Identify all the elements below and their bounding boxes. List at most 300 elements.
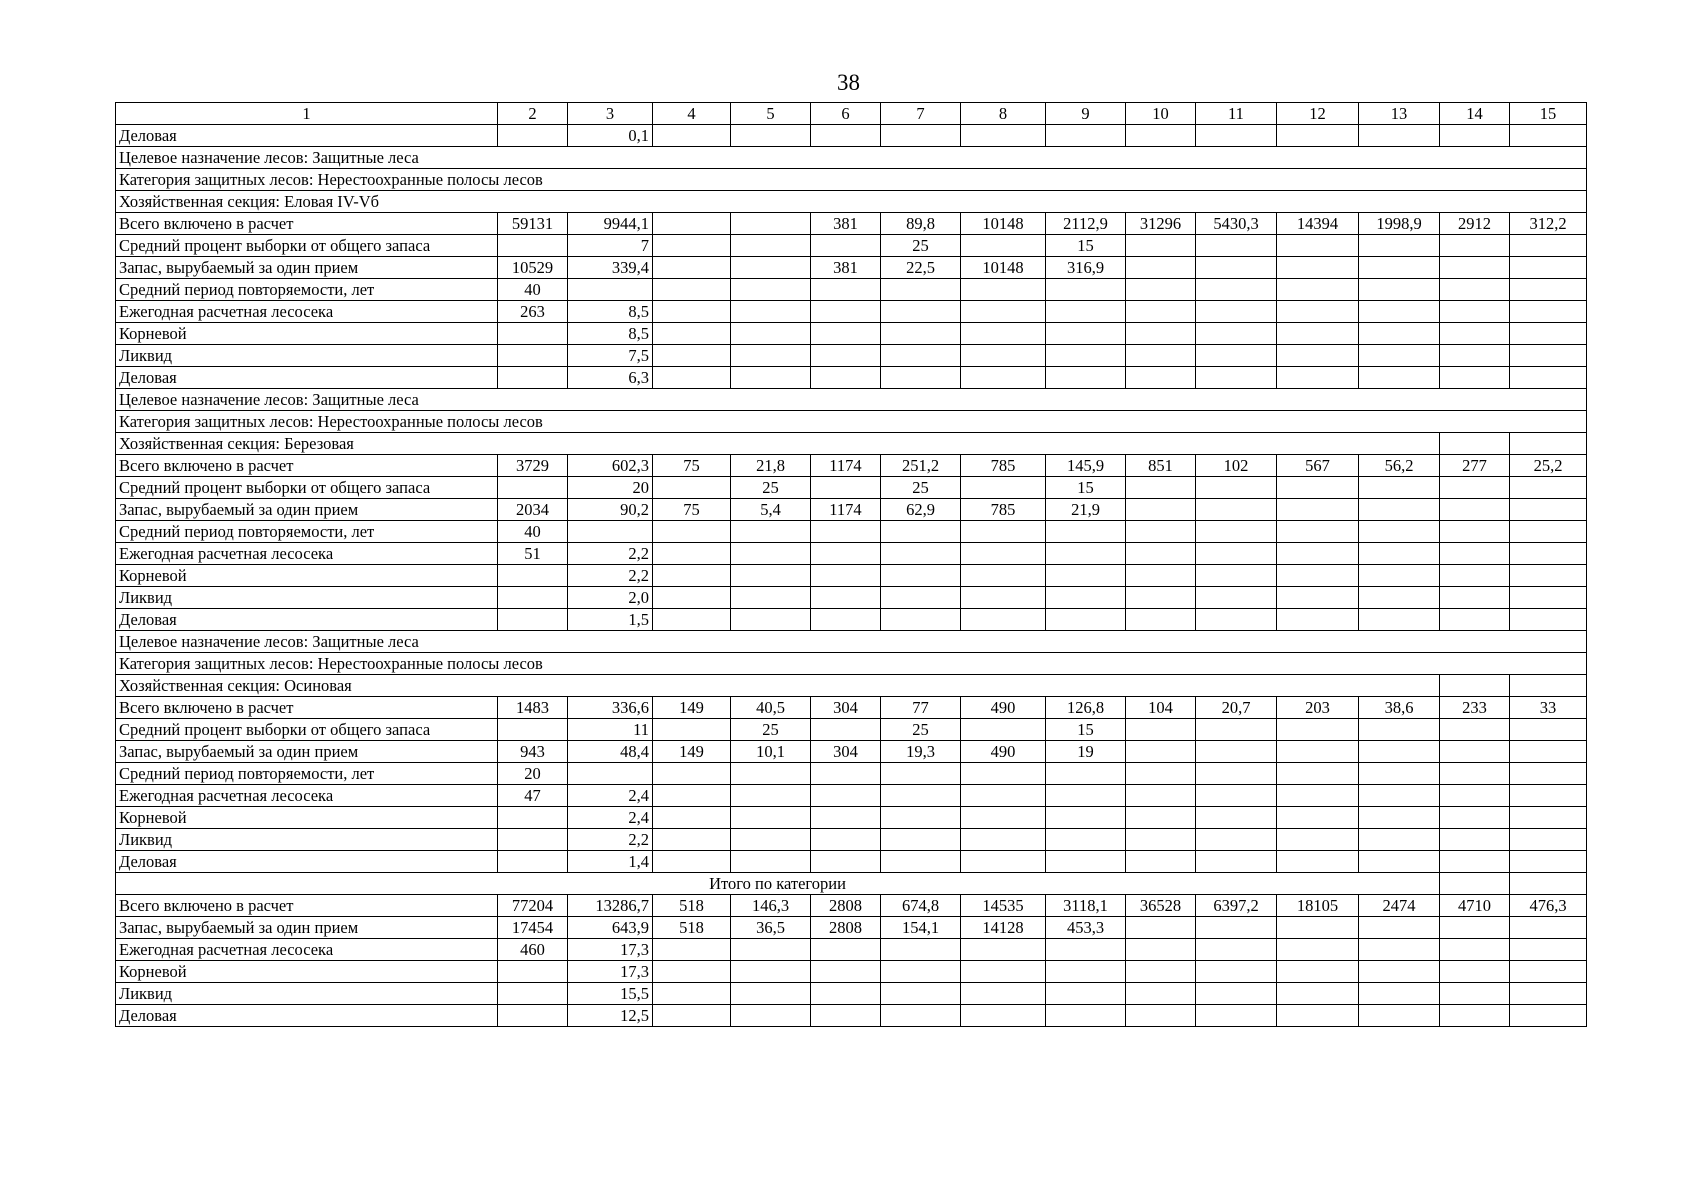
section-heading: Хозяйственная секция: Осиновая xyxy=(116,675,1440,697)
table-row xyxy=(116,323,1587,345)
table-cell xyxy=(731,367,811,389)
table-cell xyxy=(1510,609,1587,631)
table-cell xyxy=(1510,741,1587,763)
table-cell: 10,1 xyxy=(731,741,811,763)
table-cell xyxy=(653,807,731,829)
column-header: 13 xyxy=(1359,103,1440,125)
column-header: 12 xyxy=(1277,103,1359,125)
table-cell xyxy=(961,323,1046,345)
table-cell: 75 xyxy=(653,455,731,477)
table-cell xyxy=(961,851,1046,873)
table-cell xyxy=(1126,125,1196,147)
table-cell xyxy=(1196,477,1277,499)
column-header: 15 xyxy=(1510,103,1587,125)
table-cell xyxy=(731,213,811,235)
table-cell xyxy=(731,829,811,851)
table-cell xyxy=(1196,917,1277,939)
table-row xyxy=(116,345,1587,367)
table-row xyxy=(116,719,1587,741)
table-cell xyxy=(1440,719,1510,741)
table-cell xyxy=(1510,851,1587,873)
table-cell xyxy=(1046,1005,1126,1027)
table-cell xyxy=(1277,741,1359,763)
table-cell xyxy=(1359,763,1440,785)
table-cell xyxy=(653,851,731,873)
table-cell: 5430,3 xyxy=(1196,213,1277,235)
row-label: Запас, вырубаемый за один прием xyxy=(116,917,498,939)
table-cell xyxy=(653,235,731,257)
table-cell: 25 xyxy=(881,235,961,257)
table-cell xyxy=(653,279,731,301)
table-cell: 14535 xyxy=(961,895,1046,917)
table-cell: 2808 xyxy=(811,917,881,939)
table-cell xyxy=(1359,917,1440,939)
table-cell xyxy=(1510,961,1587,983)
table-row xyxy=(116,829,1587,851)
table-cell xyxy=(1277,543,1359,565)
table-cell: 15 xyxy=(1046,719,1126,741)
table-cell xyxy=(1440,675,1510,697)
table-cell xyxy=(1046,829,1126,851)
table-cell xyxy=(1440,917,1510,939)
column-header: 1 xyxy=(116,103,498,125)
table-cell xyxy=(731,279,811,301)
table-cell xyxy=(1440,499,1510,521)
table-row xyxy=(116,279,1587,301)
table-row xyxy=(116,1005,1587,1027)
table-cell xyxy=(1359,521,1440,543)
section-heading: Хозяйственная секция: Березовая xyxy=(116,433,1440,455)
table-cell xyxy=(1359,301,1440,323)
table-cell xyxy=(961,763,1046,785)
table-cell xyxy=(1277,477,1359,499)
table-cell xyxy=(881,565,961,587)
table-cell xyxy=(731,763,811,785)
table-cell xyxy=(1359,609,1440,631)
table-cell: 25 xyxy=(881,719,961,741)
table-cell: 785 xyxy=(961,455,1046,477)
table-cell xyxy=(1046,565,1126,587)
table-cell xyxy=(811,587,881,609)
table-cell xyxy=(1196,851,1277,873)
table-cell xyxy=(731,565,811,587)
table-cell xyxy=(1196,785,1277,807)
table-cell: 7,5 xyxy=(568,345,653,367)
table-cell xyxy=(1126,609,1196,631)
table-cell xyxy=(1277,763,1359,785)
table-cell: 40 xyxy=(498,521,568,543)
table-body xyxy=(116,125,1587,1027)
table-cell xyxy=(1440,235,1510,257)
column-header: 3 xyxy=(568,103,653,125)
table-cell xyxy=(1359,279,1440,301)
table-cell xyxy=(881,125,961,147)
table-cell: 490 xyxy=(961,741,1046,763)
table-cell xyxy=(811,565,881,587)
table-cell xyxy=(498,565,568,587)
table-cell xyxy=(1277,279,1359,301)
section-heading: Хозяйственная секция: Еловая IV-Vб xyxy=(116,191,1587,213)
row-label: Запас, вырубаемый за один прием xyxy=(116,257,498,279)
table-cell xyxy=(1440,367,1510,389)
table-cell xyxy=(1440,939,1510,961)
table-cell: 312,2 xyxy=(1510,213,1587,235)
table-cell: 25 xyxy=(881,477,961,499)
table-cell xyxy=(731,609,811,631)
table-cell xyxy=(1126,279,1196,301)
table-cell xyxy=(881,609,961,631)
table-cell xyxy=(881,345,961,367)
table-cell xyxy=(1510,807,1587,829)
table-cell xyxy=(1196,367,1277,389)
table-cell: 56,2 xyxy=(1359,455,1440,477)
table-cell xyxy=(731,521,811,543)
table-cell xyxy=(1510,785,1587,807)
table-cell xyxy=(1440,521,1510,543)
table-cell xyxy=(961,367,1046,389)
table-cell xyxy=(1126,829,1196,851)
table-cell xyxy=(1126,741,1196,763)
table-cell: 21,9 xyxy=(1046,499,1126,521)
table-cell xyxy=(811,345,881,367)
table-cell xyxy=(881,807,961,829)
table-cell xyxy=(1126,719,1196,741)
table-cell: 2,4 xyxy=(568,807,653,829)
table-cell xyxy=(1277,939,1359,961)
column-header: 14 xyxy=(1440,103,1510,125)
table-cell xyxy=(1126,301,1196,323)
table-cell xyxy=(1359,587,1440,609)
table-cell: 339,4 xyxy=(568,257,653,279)
table-cell: 25,2 xyxy=(1510,455,1587,477)
table-cell xyxy=(1510,543,1587,565)
table-cell: 126,8 xyxy=(1046,697,1126,719)
table-cell xyxy=(1046,763,1126,785)
table-cell xyxy=(1046,807,1126,829)
table-row xyxy=(116,235,1587,257)
table-cell xyxy=(731,851,811,873)
table-cell: 8,5 xyxy=(568,323,653,345)
table-cell xyxy=(961,521,1046,543)
table-cell xyxy=(811,235,881,257)
row-label: Всего включено в расчет xyxy=(116,895,498,917)
section-row xyxy=(116,675,1587,697)
row-label: Ежегодная расчетная лесосека xyxy=(116,785,498,807)
table-cell: 2808 xyxy=(811,895,881,917)
table-row xyxy=(116,895,1587,917)
table-cell xyxy=(498,235,568,257)
table-cell xyxy=(731,785,811,807)
table-cell xyxy=(653,367,731,389)
table-cell: 1483 xyxy=(498,697,568,719)
table-cell xyxy=(1359,345,1440,367)
table-cell xyxy=(1126,961,1196,983)
section-row xyxy=(116,411,1587,433)
table-cell xyxy=(1277,323,1359,345)
section-row xyxy=(116,631,1587,653)
table-cell xyxy=(1046,587,1126,609)
table-row xyxy=(116,125,1587,147)
row-label: Ликвид xyxy=(116,829,498,851)
column-header: 4 xyxy=(653,103,731,125)
table-cell xyxy=(1196,939,1277,961)
table-cell: 36,5 xyxy=(731,917,811,939)
table-cell xyxy=(1126,477,1196,499)
section-row xyxy=(116,147,1587,169)
table-cell xyxy=(881,587,961,609)
table-cell xyxy=(961,785,1046,807)
table-cell xyxy=(1046,983,1126,1005)
table-cell xyxy=(1126,543,1196,565)
table-cell xyxy=(1359,257,1440,279)
table-cell xyxy=(731,323,811,345)
table-cell xyxy=(1277,521,1359,543)
row-label: Всего включено в расчет xyxy=(116,697,498,719)
total-heading: Итого по категории xyxy=(116,873,1440,895)
table-cell: 10529 xyxy=(498,257,568,279)
table-cell xyxy=(1046,301,1126,323)
table-cell: 8,5 xyxy=(568,301,653,323)
table-cell: 25 xyxy=(731,477,811,499)
table-cell xyxy=(1440,587,1510,609)
table-cell xyxy=(1510,345,1587,367)
column-header: 6 xyxy=(811,103,881,125)
table-cell: 1998,9 xyxy=(1359,213,1440,235)
table-cell xyxy=(1196,543,1277,565)
row-label: Средний период повторяемости, лет xyxy=(116,279,498,301)
table-cell: 36528 xyxy=(1126,895,1196,917)
table-cell: 251,2 xyxy=(881,455,961,477)
table-cell: 2912 xyxy=(1440,213,1510,235)
table-cell xyxy=(1440,125,1510,147)
table-cell xyxy=(653,983,731,1005)
table-cell xyxy=(498,323,568,345)
table-cell: 277 xyxy=(1440,455,1510,477)
table-cell xyxy=(498,477,568,499)
table-cell xyxy=(961,1005,1046,1027)
table-cell xyxy=(811,543,881,565)
table-cell xyxy=(1510,433,1587,455)
table-cell: 20,7 xyxy=(1196,697,1277,719)
table-cell xyxy=(881,323,961,345)
table-cell xyxy=(653,257,731,279)
table-cell xyxy=(498,961,568,983)
table-cell xyxy=(961,345,1046,367)
table-cell xyxy=(731,807,811,829)
table-cell xyxy=(1359,785,1440,807)
table-row xyxy=(116,521,1587,543)
table-cell: 2112,9 xyxy=(1046,213,1126,235)
table-cell: 40,5 xyxy=(731,697,811,719)
table-cell: 25 xyxy=(731,719,811,741)
table-cell xyxy=(1359,367,1440,389)
table-cell xyxy=(653,213,731,235)
table-cell xyxy=(1440,323,1510,345)
table-cell xyxy=(1046,279,1126,301)
table-cell xyxy=(1359,477,1440,499)
table-cell xyxy=(1196,235,1277,257)
table-cell: 48,4 xyxy=(568,741,653,763)
table-cell xyxy=(881,279,961,301)
table-cell xyxy=(1440,565,1510,587)
table-cell xyxy=(568,521,653,543)
table-cell: 2,2 xyxy=(568,829,653,851)
table-row xyxy=(116,763,1587,785)
table-row xyxy=(116,609,1587,631)
table-cell: 47 xyxy=(498,785,568,807)
table-cell xyxy=(1196,565,1277,587)
column-header: 7 xyxy=(881,103,961,125)
table-cell: 5,4 xyxy=(731,499,811,521)
table-cell: 0,1 xyxy=(568,125,653,147)
table-cell xyxy=(1277,1005,1359,1027)
table-cell xyxy=(1277,257,1359,279)
row-label: Запас, вырубаемый за один прием xyxy=(116,741,498,763)
table-cell xyxy=(1046,125,1126,147)
row-label: Ежегодная расчетная лесосека xyxy=(116,301,498,323)
table-cell xyxy=(1196,1005,1277,1027)
table-cell xyxy=(1196,719,1277,741)
table-cell xyxy=(731,125,811,147)
table-cell: 154,1 xyxy=(881,917,961,939)
table-row xyxy=(116,565,1587,587)
table-cell xyxy=(1510,235,1587,257)
table-cell: 3729 xyxy=(498,455,568,477)
table-cell: 1,4 xyxy=(568,851,653,873)
table-cell xyxy=(811,785,881,807)
table-cell xyxy=(881,939,961,961)
table-cell xyxy=(653,785,731,807)
table-cell xyxy=(1126,763,1196,785)
row-label: Средний процент выборки от общего запаса xyxy=(116,235,498,257)
table-cell xyxy=(568,279,653,301)
table-cell xyxy=(1359,851,1440,873)
table-cell: 233 xyxy=(1440,697,1510,719)
table-cell: 31296 xyxy=(1126,213,1196,235)
row-label: Запас, вырубаемый за один прием xyxy=(116,499,498,521)
table-cell xyxy=(1440,345,1510,367)
table-cell xyxy=(653,829,731,851)
table-cell xyxy=(653,477,731,499)
table-cell xyxy=(731,939,811,961)
table-cell xyxy=(1196,983,1277,1005)
table-cell xyxy=(498,125,568,147)
table-cell xyxy=(1510,257,1587,279)
table-cell xyxy=(1277,983,1359,1005)
table-cell xyxy=(1196,345,1277,367)
table-cell xyxy=(881,785,961,807)
table-cell xyxy=(961,587,1046,609)
table-cell xyxy=(1126,345,1196,367)
table-row xyxy=(116,741,1587,763)
table-cell: 304 xyxy=(811,741,881,763)
section-heading: Целевое назначение лесов: Защитные леса xyxy=(116,631,1587,653)
table-cell xyxy=(1126,565,1196,587)
table-cell xyxy=(1126,939,1196,961)
table-cell: 17454 xyxy=(498,917,568,939)
table-cell: 15 xyxy=(1046,477,1126,499)
table-cell xyxy=(811,1005,881,1027)
table-cell xyxy=(731,301,811,323)
column-header: 10 xyxy=(1126,103,1196,125)
table-cell xyxy=(731,961,811,983)
table-cell: 20 xyxy=(498,763,568,785)
table-cell xyxy=(1510,1005,1587,1027)
row-label: Корневой xyxy=(116,565,498,587)
table-cell: 11 xyxy=(568,719,653,741)
table-cell xyxy=(1277,301,1359,323)
column-header: 8 xyxy=(961,103,1046,125)
table-cell: 10148 xyxy=(961,213,1046,235)
row-label: Корневой xyxy=(116,961,498,983)
table-cell xyxy=(1359,235,1440,257)
table-cell xyxy=(498,719,568,741)
table-cell xyxy=(498,829,568,851)
table-cell: 13286,7 xyxy=(568,895,653,917)
row-label: Деловая xyxy=(116,125,498,147)
table-cell xyxy=(1510,939,1587,961)
table-cell xyxy=(1277,829,1359,851)
table-cell xyxy=(731,543,811,565)
table-cell xyxy=(961,829,1046,851)
table-cell xyxy=(811,807,881,829)
table-cell xyxy=(1126,807,1196,829)
table-cell xyxy=(498,367,568,389)
table-row xyxy=(116,785,1587,807)
table-cell xyxy=(498,807,568,829)
table-cell: 149 xyxy=(653,697,731,719)
table-cell xyxy=(1510,763,1587,785)
table-cell xyxy=(1196,961,1277,983)
section-heading: Целевое назначение лесов: Защитные леса xyxy=(116,389,1587,411)
table-row xyxy=(116,543,1587,565)
table-cell xyxy=(1277,917,1359,939)
table-cell xyxy=(961,807,1046,829)
table-cell xyxy=(811,323,881,345)
table-cell: 146,3 xyxy=(731,895,811,917)
table-cell xyxy=(731,345,811,367)
table-cell xyxy=(811,939,881,961)
table-cell xyxy=(1196,609,1277,631)
table-cell: 381 xyxy=(811,213,881,235)
table-cell xyxy=(1196,499,1277,521)
table-cell xyxy=(731,257,811,279)
table-cell xyxy=(811,301,881,323)
table-cell xyxy=(1510,279,1587,301)
table-cell xyxy=(1359,543,1440,565)
table-cell xyxy=(1510,565,1587,587)
row-label: Ликвид xyxy=(116,345,498,367)
table-cell xyxy=(1359,565,1440,587)
table-cell xyxy=(1277,499,1359,521)
table-cell xyxy=(1359,499,1440,521)
table-cell xyxy=(1196,741,1277,763)
table-cell: 304 xyxy=(811,697,881,719)
table-cell xyxy=(811,477,881,499)
table-cell: 1174 xyxy=(811,455,881,477)
table-cell: 336,6 xyxy=(568,697,653,719)
row-label: Деловая xyxy=(116,367,498,389)
table-cell xyxy=(1196,323,1277,345)
table-cell: 263 xyxy=(498,301,568,323)
table-cell: 476,3 xyxy=(1510,895,1587,917)
table-cell xyxy=(1510,367,1587,389)
section-heading: Категория защитных лесов: Нерестоохранные полосы лесов xyxy=(116,411,1587,433)
table-cell xyxy=(1440,433,1510,455)
table-cell xyxy=(1046,961,1126,983)
table-cell: 90,2 xyxy=(568,499,653,521)
table-cell: 6,3 xyxy=(568,367,653,389)
